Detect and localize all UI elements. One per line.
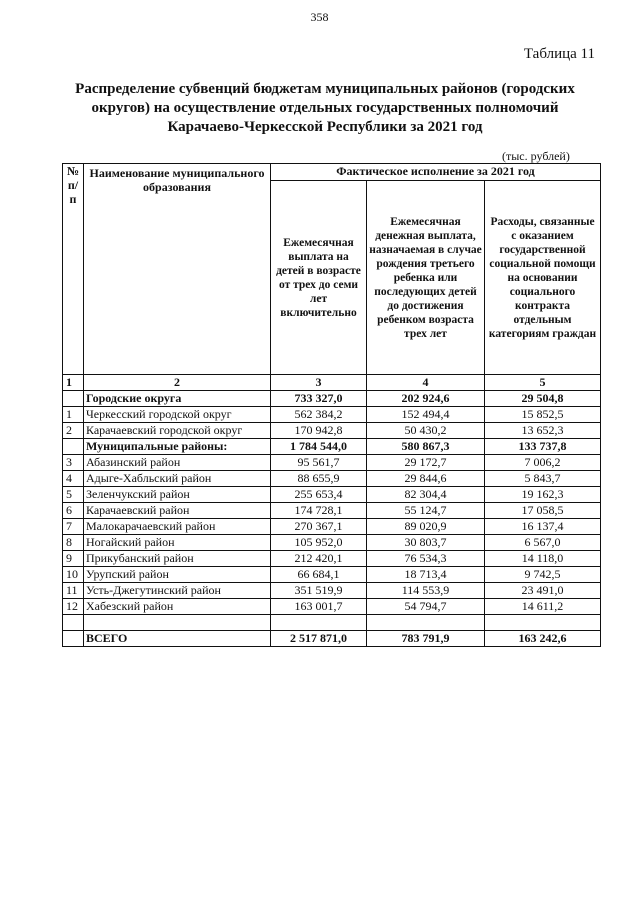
value-cell-col5: 29 504,8 (485, 391, 601, 407)
value-cell-col4: 30 803,7 (367, 535, 485, 551)
value-cell-col5: 17 058,5 (485, 503, 601, 519)
value-cell-col3: 170 942,8 (271, 423, 367, 439)
table-row (63, 535, 601, 551)
header-col-num: № п/п (63, 164, 84, 375)
value-cell-col3 (271, 615, 367, 631)
page-number: 358 (310, 10, 329, 24)
value-cell-col3: 255 653,4 (271, 487, 367, 503)
row-number-cell: 7 (63, 519, 84, 535)
value-cell-col4: 54 794,7 (367, 599, 485, 615)
table-row (63, 519, 601, 535)
value-cell-col3: 212 420,1 (271, 551, 367, 567)
value-cell-col4: 580 867,3 (367, 439, 485, 455)
value-cell-col4: 29 844,6 (367, 471, 485, 487)
value-cell-col5: 19 162,3 (485, 487, 601, 503)
municipality-name-cell: Карачаевский район (84, 503, 271, 519)
row-number-cell: 9 (63, 551, 84, 567)
value-cell-col3: 95 561,7 (271, 455, 367, 471)
value-cell-col4: 89 020,9 (367, 519, 485, 535)
header-col3: Ежемесячная выплата на детей в возрасте от трех до семи лет включительно (271, 181, 367, 375)
value-cell-col3: 88 655,9 (271, 471, 367, 487)
value-cell-col4: 55 124,7 (367, 503, 485, 519)
municipality-name-cell: Усть-Джегутинский район (84, 583, 271, 599)
municipality-name-cell: Абазинский район (84, 455, 271, 471)
table-row (63, 599, 601, 615)
table-row (63, 551, 601, 567)
subventions-table (62, 163, 601, 647)
index-cell: 4 (367, 375, 485, 391)
index-cell: 1 (63, 375, 84, 391)
value-cell-col5: 13 652,3 (485, 423, 601, 439)
value-cell-col4 (367, 615, 485, 631)
value-cell-col3: 2 517 871,0 (271, 631, 367, 647)
value-cell-col4: 82 304,4 (367, 487, 485, 503)
index-cell: 3 (271, 375, 367, 391)
value-cell-col5: 9 742,5 (485, 567, 601, 583)
value-cell-col3: 1 784 544,0 (271, 439, 367, 455)
value-cell-col4: 114 553,9 (367, 583, 485, 599)
value-cell-col4: 29 172,7 (367, 455, 485, 471)
index-cell: 2 (84, 375, 271, 391)
row-number-cell (63, 631, 84, 647)
value-cell-col3: 270 367,1 (271, 519, 367, 535)
units-note: (тыс. рублей) (502, 149, 570, 163)
municipality-name-cell: Малокарачаевский район (84, 519, 271, 535)
value-cell-col5: 133 737,8 (485, 439, 601, 455)
value-cell-col3: 351 519,9 (271, 583, 367, 599)
header-col5: Расходы, связанные с оказанием государственной социальной помощи на основании социального контракта отдельным категориям граждан (485, 181, 601, 375)
row-number-cell: 6 (63, 503, 84, 519)
row-number-cell: 4 (63, 471, 84, 487)
value-cell-col3: 105 952,0 (271, 535, 367, 551)
table-row (63, 407, 601, 423)
value-cell-col5: 5 843,7 (485, 471, 601, 487)
table-row (63, 503, 601, 519)
value-cell-col3: 562 384,2 (271, 407, 367, 423)
row-number-cell: 3 (63, 455, 84, 471)
value-cell-col4: 18 713,4 (367, 567, 485, 583)
table-row (63, 439, 601, 455)
row-number-cell (63, 391, 84, 407)
value-cell-col4: 152 494,4 (367, 407, 485, 423)
row-number-cell: 2 (63, 423, 84, 439)
value-cell-col5: 163 242,6 (485, 631, 601, 647)
table-label: Таблица 11 (523, 46, 595, 62)
municipality-name-cell: Зеленчукский район (84, 487, 271, 503)
document-title: Распределение субвенций бюджетам муниципальных районов (городских округов) на осуществление отдельных государственных полномочий Карачаево-Черкесской Республики за 2021 год (75, 81, 575, 135)
header-col-name: Наименование муниципального образования (84, 164, 271, 375)
value-cell-col3: 163 001,7 (271, 599, 367, 615)
municipality-name-cell: ВСЕГО (84, 631, 271, 647)
value-cell-col3: 66 684,1 (271, 567, 367, 583)
municipality-name-cell (84, 615, 271, 631)
value-cell-col3: 174 728,1 (271, 503, 367, 519)
table-row (63, 455, 601, 471)
header-col4: Ежемесячная денежная выплата, назначаемая в случае рождения третьего ребенка или последующих детей до достижения ребенком возраста трех лет (367, 181, 485, 375)
row-number-cell: 11 (63, 583, 84, 599)
municipality-name-cell: Городские округа (84, 391, 271, 407)
row-number-cell: 5 (63, 487, 84, 503)
municipality-name-cell: Муниципальные районы: (84, 439, 271, 455)
value-cell-col5: 15 852,5 (485, 407, 601, 423)
row-number-cell: 12 (63, 599, 84, 615)
table-row (63, 487, 601, 503)
table-row (63, 423, 601, 439)
value-cell-col5 (485, 615, 601, 631)
value-cell-col5: 6 567,0 (485, 535, 601, 551)
value-cell-col5: 7 006,2 (485, 455, 601, 471)
index-cell: 5 (485, 375, 601, 391)
municipality-name-cell: Адыге-Хабльский район (84, 471, 271, 487)
table-row (63, 615, 601, 631)
row-number-cell: 8 (63, 535, 84, 551)
value-cell-col4: 783 791,9 (367, 631, 485, 647)
municipality-name-cell: Черкесский городской округ (84, 407, 271, 423)
value-cell-col4: 76 534,3 (367, 551, 485, 567)
municipality-name-cell: Хабезский район (84, 599, 271, 615)
value-cell-col5: 14 118,0 (485, 551, 601, 567)
value-cell-col4: 50 430,2 (367, 423, 485, 439)
municipality-name-cell: Ногайский район (84, 535, 271, 551)
value-cell-col5: 16 137,4 (485, 519, 601, 535)
municipality-name-cell: Карачаевский городской округ (84, 423, 271, 439)
header-group: Фактическое исполнение за 2021 год (271, 164, 601, 181)
row-number-cell (63, 615, 84, 631)
table-body (63, 391, 601, 647)
value-cell-col4: 202 924,6 (367, 391, 485, 407)
table-row (63, 567, 601, 583)
municipality-name-cell: Урупский район (84, 567, 271, 583)
table-row (63, 583, 601, 599)
table-row (63, 631, 601, 647)
table-row (63, 391, 601, 407)
value-cell-col5: 23 491,0 (485, 583, 601, 599)
row-number-cell (63, 439, 84, 455)
table-row (63, 471, 601, 487)
row-number-cell: 10 (63, 567, 84, 583)
value-cell-col5: 14 611,2 (485, 599, 601, 615)
row-number-cell: 1 (63, 407, 84, 423)
municipality-name-cell: Прикубанский район (84, 551, 271, 567)
value-cell-col3: 733 327,0 (271, 391, 367, 407)
